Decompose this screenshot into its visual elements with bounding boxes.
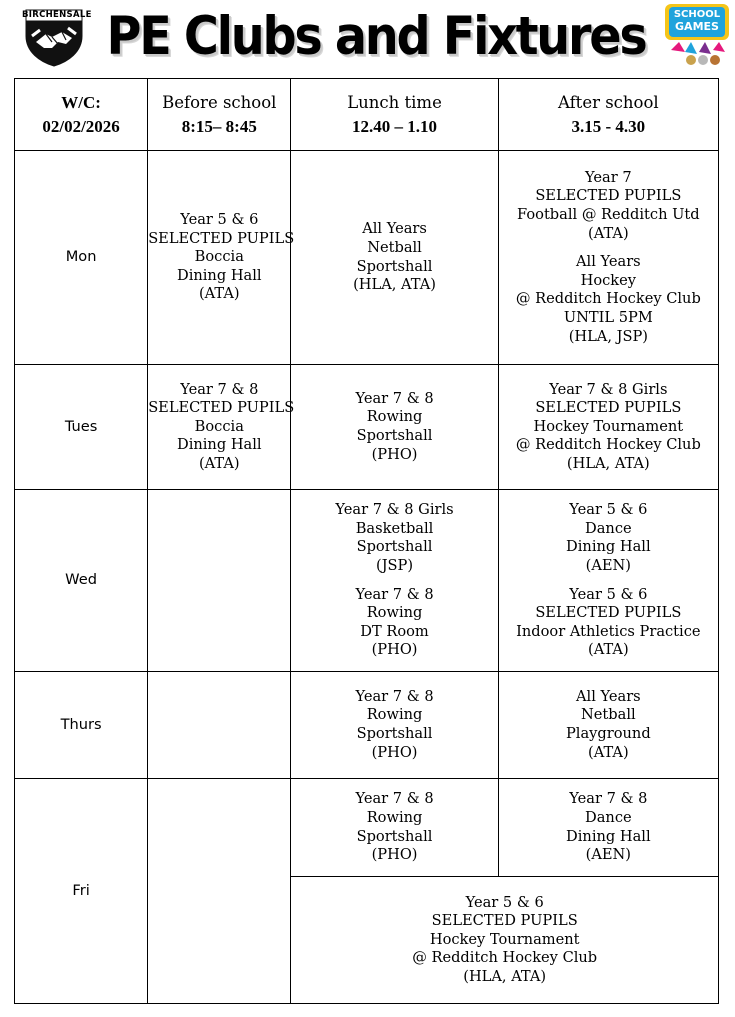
activity bbox=[499, 790, 718, 864]
activity bbox=[148, 211, 295, 304]
page-header bbox=[0, 0, 735, 72]
fri-before-cell bbox=[148, 779, 291, 1004]
activity-line: SELECTED PUPILS bbox=[535, 399, 682, 417]
activity-line: DT Room bbox=[360, 622, 429, 640]
activity-line: (ATA) bbox=[588, 641, 629, 659]
activity-line: Netball bbox=[581, 706, 636, 724]
activity-line: Sportshall bbox=[356, 257, 433, 275]
lunch-time-header bbox=[291, 79, 498, 151]
activity-line: @ Redditch Hockey Club bbox=[412, 949, 598, 967]
activity-line: Boccia bbox=[194, 248, 244, 266]
table-row-thurs bbox=[15, 672, 719, 779]
activity-line: Year 7 & 8 bbox=[355, 790, 434, 808]
activity bbox=[499, 586, 718, 660]
column-time: 8:15– 8:45 bbox=[181, 116, 257, 136]
activity-line: SELECTED PUPILS bbox=[148, 399, 295, 417]
activity-line: (JSP) bbox=[376, 556, 414, 574]
activity-line: Year 7 & 8 bbox=[355, 585, 434, 603]
activity-line: UNTIL 5PM bbox=[563, 308, 653, 326]
activity-line: Playground bbox=[565, 725, 651, 742]
activity-line: (PHO) bbox=[371, 846, 418, 864]
activity-line: (ATA) bbox=[198, 454, 240, 472]
table-row-wed bbox=[15, 490, 719, 672]
activity-line: Sportshall bbox=[356, 827, 433, 845]
activity-line: @ Redditch Hockey Club bbox=[515, 436, 701, 454]
activity bbox=[499, 501, 718, 575]
fri-lunch-after-cell bbox=[291, 877, 719, 1004]
activity-line: SELECTED PUPILS bbox=[535, 187, 682, 205]
activity bbox=[291, 586, 497, 660]
activity-line: Year 7 & 8 Girls bbox=[549, 380, 668, 398]
activity bbox=[499, 169, 718, 243]
day-label: Tues bbox=[15, 365, 148, 490]
wed-before-cell bbox=[148, 490, 291, 672]
activity-line: Rowing bbox=[366, 408, 423, 426]
week-date: 02/02/2026 bbox=[42, 116, 120, 136]
tues-before-cell bbox=[148, 365, 295, 490]
activity-line: (HLA, ATA) bbox=[463, 967, 547, 985]
activity-line: @ Redditch Hockey Club bbox=[515, 290, 701, 308]
activity-line: Year 7 & 8 bbox=[355, 389, 434, 407]
day-label: Mon bbox=[15, 151, 148, 365]
column-label: After school bbox=[557, 92, 659, 112]
games-logo-line1: SCHOOL bbox=[673, 9, 721, 20]
activity-line: Year 7 & 8 bbox=[180, 380, 259, 398]
activity-line: Hockey bbox=[580, 271, 637, 289]
activity-line: Year 7 & 8 bbox=[569, 790, 648, 808]
activity-line: Boccia bbox=[194, 417, 244, 435]
mon-before-cell bbox=[148, 151, 295, 365]
activity-line: SELECTED PUPILS bbox=[431, 912, 578, 930]
activity-line: Year 5 & 6 bbox=[180, 211, 259, 229]
week-commencing-cell bbox=[15, 79, 148, 151]
table-header-row bbox=[15, 79, 719, 151]
activity-line: All Years bbox=[575, 687, 641, 705]
activity-line: Football @ Redditch Utd bbox=[517, 206, 700, 224]
day-label: Fri bbox=[15, 779, 148, 1004]
activity-line: Indoor Athletics Practice bbox=[516, 622, 701, 640]
column-label: Lunch time bbox=[347, 92, 442, 112]
activity-line: (HLA, JSP) bbox=[568, 327, 648, 345]
thurs-lunch-cell bbox=[291, 672, 498, 779]
table-row-mon bbox=[15, 151, 719, 365]
before-school-header bbox=[148, 79, 291, 151]
thurs-before-cell bbox=[148, 672, 291, 779]
activity bbox=[291, 390, 497, 464]
activity-line: (PHO) bbox=[371, 641, 418, 659]
activity-line: (AEN) bbox=[585, 846, 632, 864]
activity-line: Sportshall bbox=[356, 538, 433, 556]
activity-line: Dining Hall bbox=[566, 827, 651, 845]
fixtures-table bbox=[14, 78, 719, 1004]
thurs-after-cell bbox=[498, 672, 718, 779]
activity-line: (PHO) bbox=[371, 445, 418, 463]
activity-line: (ATA) bbox=[198, 285, 240, 303]
activity-line: Year 7 bbox=[585, 168, 632, 186]
week-label: W/C: bbox=[61, 92, 101, 112]
activity-line: Dance bbox=[585, 519, 632, 537]
tues-lunch-cell bbox=[291, 365, 498, 490]
mon-after-cell bbox=[498, 151, 718, 365]
activity-line: Hockey Tournament bbox=[429, 930, 580, 948]
wed-after-cell bbox=[498, 490, 718, 672]
activity bbox=[291, 501, 497, 575]
activity bbox=[499, 688, 718, 762]
activity bbox=[499, 253, 718, 346]
activity-line: (PHO) bbox=[371, 743, 418, 761]
fri-after-cell bbox=[498, 779, 718, 877]
activity-line: Rowing bbox=[366, 808, 423, 826]
activity-line: All Years bbox=[575, 253, 641, 271]
activity-line: Sportshall bbox=[356, 725, 433, 742]
column-time: 12.40 – 1.10 bbox=[352, 116, 438, 136]
column-time: 3.15 - 4.30 bbox=[571, 116, 646, 136]
activity bbox=[499, 381, 718, 474]
fri-lunch-cell bbox=[291, 779, 498, 877]
activity-line: Year 5 & 6 bbox=[569, 501, 648, 519]
activity-line: SELECTED PUPILS bbox=[148, 229, 295, 247]
activity-line: (ATA) bbox=[588, 743, 629, 761]
school-games-logo bbox=[663, 2, 733, 68]
activity-line: (HLA, ATA) bbox=[566, 454, 650, 472]
activity-line: Rowing bbox=[366, 706, 423, 724]
activity-line: Year 7 & 8 Girls bbox=[335, 501, 454, 519]
wed-lunch-cell bbox=[291, 490, 498, 672]
day-label: Thurs bbox=[15, 672, 148, 779]
activity-line: Dining Hall bbox=[566, 538, 651, 556]
activity-line: (ATA) bbox=[588, 224, 629, 242]
activity-line: Dining Hall bbox=[177, 436, 262, 454]
activity-line: SELECTED PUPILS bbox=[535, 604, 682, 622]
activity bbox=[291, 220, 497, 294]
activity bbox=[291, 790, 497, 864]
school-logo-text: BIRCHENSALE bbox=[22, 10, 92, 20]
day-label: Wed bbox=[15, 490, 148, 672]
column-label: Before school bbox=[162, 92, 277, 112]
activity-line: Year 5 & 6 bbox=[465, 893, 544, 911]
page-title: PE Clubs and Fixtures bbox=[106, 5, 646, 67]
activity-line: Netball bbox=[367, 238, 422, 256]
activity-line: Dance bbox=[585, 808, 632, 826]
activity bbox=[291, 688, 497, 762]
mon-lunch-cell bbox=[291, 151, 498, 365]
activity-line: Year 5 & 6 bbox=[569, 585, 648, 603]
activity-line: Rowing bbox=[366, 604, 423, 622]
table-row-fri bbox=[15, 779, 719, 877]
activity-line: (AEN) bbox=[585, 556, 632, 574]
after-school-header bbox=[498, 79, 718, 151]
games-logo-line2: GAMES bbox=[675, 20, 719, 33]
tues-after-cell bbox=[498, 365, 718, 490]
activity-line: Year 7 & 8 bbox=[355, 687, 434, 705]
activity-line: (HLA, ATA) bbox=[353, 276, 436, 294]
activity bbox=[148, 380, 295, 474]
activity-line: Basketball bbox=[355, 519, 434, 537]
activity bbox=[291, 894, 718, 987]
activity-line: Hockey Tournament bbox=[533, 417, 684, 435]
activity-line: All Years bbox=[362, 220, 427, 238]
school-crest-logo bbox=[22, 6, 92, 68]
table-row-tues bbox=[15, 365, 719, 490]
activity-line: Dining Hall bbox=[177, 266, 262, 284]
activity-line: Sportshall bbox=[356, 427, 433, 444]
